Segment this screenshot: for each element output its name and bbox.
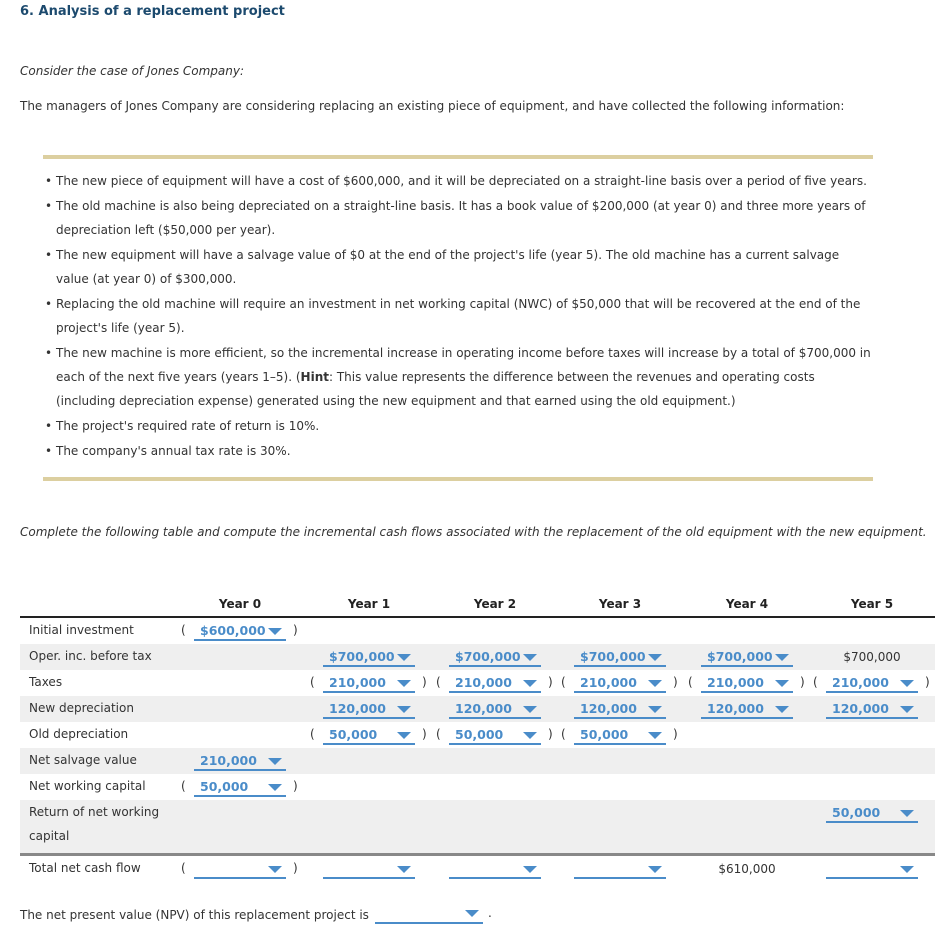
cell-year-3 [557,856,683,882]
cell-year-1 [306,670,432,696]
row-label: Oper. inc. before tax [29,649,152,663]
info-bullet: • Replacing the old machine will require an investment in net working capital (NWC) of $50,000 that will be recovered at the end of the project's life (year 5). [56,292,873,340]
row-label: Initial investment [29,623,134,637]
info-box [43,155,873,481]
dropdown-value: 50,000 [329,727,378,742]
open-paren: ( [813,675,818,689]
dropdown-value: 210,000 [200,753,257,768]
dropdown-value: 210,000 [707,675,764,690]
value-text: $610,000 [718,862,776,876]
hint-label: Hint [300,370,329,384]
value-dropdown[interactable] [574,648,666,667]
value-dropdown[interactable] [323,700,415,719]
info-bullet: • The new equipment will have a salvage value of $0 at the end of the project's life (year 5). The old machine has a current salvage value (at year 0) of $300,000. [56,243,873,291]
cell-year-5 [809,856,935,882]
cash-flow-table [20,594,935,882]
info-bullet: • The project's required rate of return is 10%. [56,414,873,438]
row-label: Total net cash flow [29,861,141,875]
row-label: New depreciation [29,701,134,715]
value-dropdown[interactable] [574,726,666,745]
row-label: Net salvage value [29,753,137,767]
row-label: Net working capital [29,779,146,793]
chevron-down-icon [523,732,537,739]
value-dropdown[interactable] [449,860,541,879]
chevron-down-icon [523,654,537,661]
open-paren: ( [181,623,186,637]
open-paren: ( [181,861,186,875]
dropdown-value: $700,000 [707,649,773,664]
column-header-year-2: Year 2 [473,597,517,611]
dropdown-value: 210,000 [329,675,386,690]
cell-year-4 [684,670,810,696]
npv-period: . [488,906,492,920]
chevron-down-icon [900,810,914,817]
chevron-down-icon [268,784,282,791]
value-dropdown[interactable] [826,860,918,879]
open-paren: ( [688,675,693,689]
row-label: Return of net working capital [29,805,160,843]
value-dropdown[interactable] [194,622,286,641]
dropdown-value: 120,000 [707,701,764,716]
chevron-down-icon [397,680,411,687]
cell-year-4 [684,644,810,670]
row-label: Taxes [29,675,63,689]
chevron-down-icon [900,866,914,873]
open-paren: ( [436,675,441,689]
value-dropdown[interactable] [574,860,666,879]
info-bullet: • The old machine is also being depreciated on a straight-line basis. It has a book value of $200,000 (at year 0) and three more years of depreciation left ($50,000 per year). [56,194,873,242]
close-paren: ) [925,675,930,689]
table-row [20,748,935,774]
dropdown-value: 120,000 [329,701,386,716]
question-title: 6. Analysis of a replacement project [20,4,285,19]
cell-year-2 [432,644,558,670]
open-paren: ( [181,779,186,793]
chevron-down-icon [523,866,537,873]
dropdown-value: 210,000 [832,675,889,690]
dropdown-value: 210,000 [580,675,637,690]
value-dropdown[interactable] [194,860,286,879]
close-paren: ) [673,675,678,689]
chevron-down-icon [397,866,411,873]
chevron-down-icon [775,706,789,713]
chevron-down-icon [648,680,662,687]
dropdown-value: 120,000 [455,701,512,716]
open-paren: ( [310,727,315,741]
cell-year-1 [306,722,432,748]
close-paren: ) [800,675,805,689]
chevron-down-icon [775,680,789,687]
value-dropdown[interactable] [323,726,415,745]
row-label: Old depreciation [29,727,129,741]
dropdown-value: 120,000 [832,701,889,716]
chevron-down-icon [268,866,282,873]
dropdown-value: 50,000 [200,779,249,794]
cell-year-4 [684,856,810,882]
close-paren: ) [673,727,678,741]
case-line: Consider the case of Jones Company: [20,64,245,78]
value-dropdown[interactable] [701,648,793,667]
chevron-down-icon [268,758,282,765]
value-text: $700,000 [843,650,901,664]
cell-year-5 [809,670,935,696]
cell-year-2 [432,696,558,722]
cell-year-1 [306,696,432,722]
intro-text: The managers of Jones Company are considering replacing an existing piece of equipment, and have collected the following information: [20,99,845,113]
value-dropdown[interactable] [194,752,286,771]
dropdown-value: $700,000 [329,649,395,664]
value-dropdown[interactable] [449,674,541,693]
column-header-year-3: Year 3 [598,597,642,611]
chevron-down-icon [648,654,662,661]
close-paren: ) [422,727,427,741]
cell-year-4 [684,696,810,722]
cell-year-2 [432,670,558,696]
cell-year-1 [306,644,432,670]
cell-year-5 [809,800,935,826]
chevron-down-icon [268,628,282,635]
close-paren: ) [422,675,427,689]
value-dropdown[interactable] [449,648,541,667]
info-bullet: • The company's annual tax rate is 30%. [56,439,873,463]
open-paren: ( [561,675,566,689]
table-row [20,800,935,853]
chevron-down-icon [523,680,537,687]
chevron-down-icon [397,706,411,713]
value-dropdown[interactable] [194,778,286,797]
cell-year-3 [557,670,683,696]
info-bullet: • The new machine is more efficient, so the incremental increase in operating income before taxes will increase by a total of $700,000 in each of the next five years (years 1–5). (Hint: This value represents the difference between the revenues and operating costs (including depreciation expense) generated using the new equipment and that earned using the old equipment.) [56,341,873,413]
value-dropdown[interactable] [323,648,415,667]
chevron-down-icon [648,706,662,713]
table-row [20,722,935,748]
chevron-down-icon [648,732,662,739]
close-paren: ) [548,675,553,689]
value-dropdown[interactable] [826,804,918,823]
cell-year-3 [557,722,683,748]
column-header-year-4: Year 4 [725,597,769,611]
column-header-year-5: Year 5 [850,597,894,611]
chevron-down-icon [648,866,662,873]
dropdown-value: 50,000 [580,727,629,742]
cell-year-1 [306,856,432,882]
chevron-down-icon [397,654,411,661]
dropdown-value: $700,000 [580,649,646,664]
value-dropdown[interactable] [449,726,541,745]
cell-year-3 [557,696,683,722]
cell-year-2 [432,722,558,748]
cell-year-2 [432,856,558,882]
table-row [20,670,935,696]
value-dropdown[interactable] [323,860,415,879]
value-dropdown[interactable] [826,674,918,693]
value-dropdown[interactable] [701,700,793,719]
dropdown-value: 210,000 [455,675,512,690]
npv-dropdown[interactable] [375,905,483,924]
chevron-down-icon [397,732,411,739]
cell-year-5 [809,644,935,670]
column-header-year-0: Year 0 [218,597,262,611]
cell-year-0 [177,748,303,774]
table-row [20,644,935,670]
cell-year-5 [809,696,935,722]
chevron-down-icon [465,910,479,917]
npv-label: The net present value (NPV) of this replacement project is [20,908,369,922]
table-header [20,594,935,618]
open-paren: ( [310,675,315,689]
table-row [20,774,935,800]
info-bullet: • The new piece of equipment will have a cost of $600,000, and it will be depreciated on a straight-line basis over a period of five years. [56,169,873,193]
open-paren: ( [561,727,566,741]
column-header-year-1: Year 1 [347,597,391,611]
cell-year-0 [177,856,303,882]
dropdown-value: $700,000 [455,649,521,664]
dropdown-value: 50,000 [832,805,881,820]
cell-year-0 [177,618,303,644]
cell-year-3 [557,644,683,670]
open-paren: ( [436,727,441,741]
value-dropdown[interactable] [826,700,918,719]
chevron-down-icon [775,654,789,661]
value-dropdown[interactable] [323,674,415,693]
chevron-down-icon [523,706,537,713]
value-dropdown[interactable] [701,674,793,693]
value-dropdown[interactable] [574,674,666,693]
value-dropdown[interactable] [574,700,666,719]
cell-year-0 [177,774,303,800]
chevron-down-icon [900,680,914,687]
close-paren: ) [293,861,298,875]
dropdown-value: $600,000 [200,623,266,638]
close-paren: ) [548,727,553,741]
table-row [20,853,935,882]
dropdown-value: 120,000 [580,701,637,716]
value-dropdown[interactable] [449,700,541,719]
close-paren: ) [293,623,298,637]
chevron-down-icon [900,706,914,713]
dropdown-value: 50,000 [455,727,504,742]
table-row [20,696,935,722]
close-paren: ) [293,779,298,793]
table-row [20,618,935,644]
instruction-text: Complete the following table and compute the incremental cash flows associated with the replacement of the old equipment with the new equipment. [20,525,927,539]
